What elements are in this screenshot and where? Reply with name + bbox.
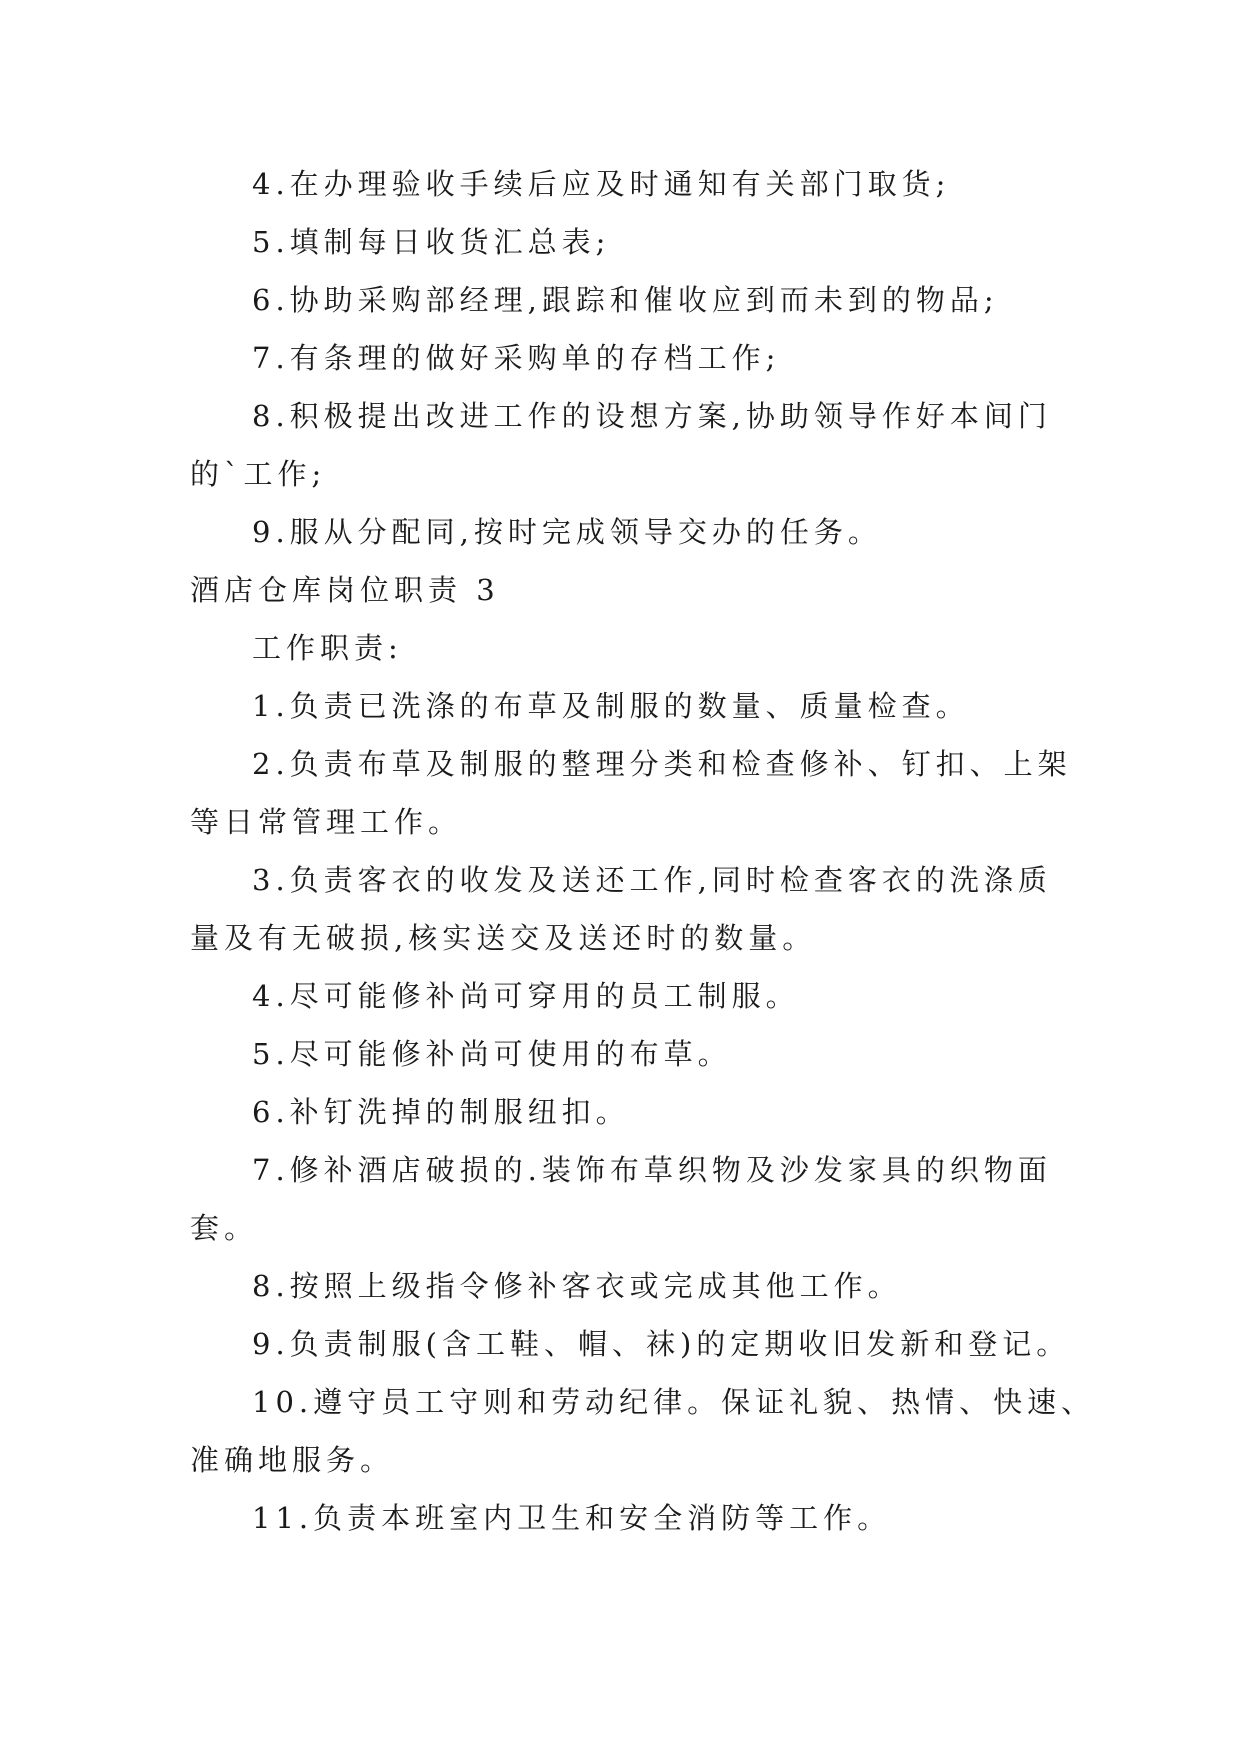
- list-item: 9.服从分配同,按时完成领导交办的任务。: [252, 515, 882, 549]
- list-item: 6.协助采购部经理,跟踪和催收应到而未到的物品;: [252, 283, 999, 317]
- list-item-continuation: 准确地服务。: [190, 1443, 395, 1477]
- list-item: 10.遵守员工守则和劳动纪律。保证礼貌、热情、快速、: [252, 1385, 1096, 1419]
- list-item: 4.在办理验收手续后应及时通知有关部门取货;: [252, 167, 951, 201]
- list-item: 1.负责已洗涤的布草及制服的数量、质量检查。: [252, 689, 970, 723]
- list-item: 11.负责本班室内卫生和安全消防等工作。: [252, 1501, 892, 1535]
- list-item-continuation: 量及有无破损,核实送交及送还时的数量。: [190, 921, 817, 955]
- list-item: 2.负责布草及制服的整理分类和检查修补、钉扣、上架: [252, 747, 1072, 781]
- subsection-label: 工作职责:: [252, 631, 403, 665]
- list-item-continuation: 套。: [190, 1211, 259, 1245]
- list-item: 3.负责客衣的收发及送还工作,同时检查客衣的洗涤质: [252, 863, 1052, 897]
- section-heading: 酒店仓库岗位职责 3: [190, 573, 500, 607]
- list-item: 8.积极提出改进工作的设想方案,协助领导作好本间门: [252, 399, 1052, 433]
- list-item: 7.修补酒店破损的.装饰布草织物及沙发家具的织物面: [252, 1153, 1052, 1187]
- list-item-continuation: 的`工作;: [190, 457, 327, 491]
- list-item: 7.有条理的做好采购单的存档工作;: [252, 341, 781, 375]
- list-item: 6.补钉洗掉的制服纽扣。: [252, 1095, 630, 1129]
- list-item-continuation: 等日常管理工作。: [190, 805, 463, 839]
- list-item: 4.尽可能修补尚可穿用的员工制服。: [252, 979, 800, 1013]
- list-item: 8.按照上级指令修补客衣或完成其他工作。: [252, 1269, 902, 1303]
- list-item: 5.填制每日收货汇总表;: [252, 225, 611, 259]
- list-item: 9.负责制服(含工鞋、帽、袜)的定期收旧发新和登记。: [252, 1327, 1071, 1361]
- list-item: 5.尽可能修补尚可使用的布草。: [252, 1037, 732, 1071]
